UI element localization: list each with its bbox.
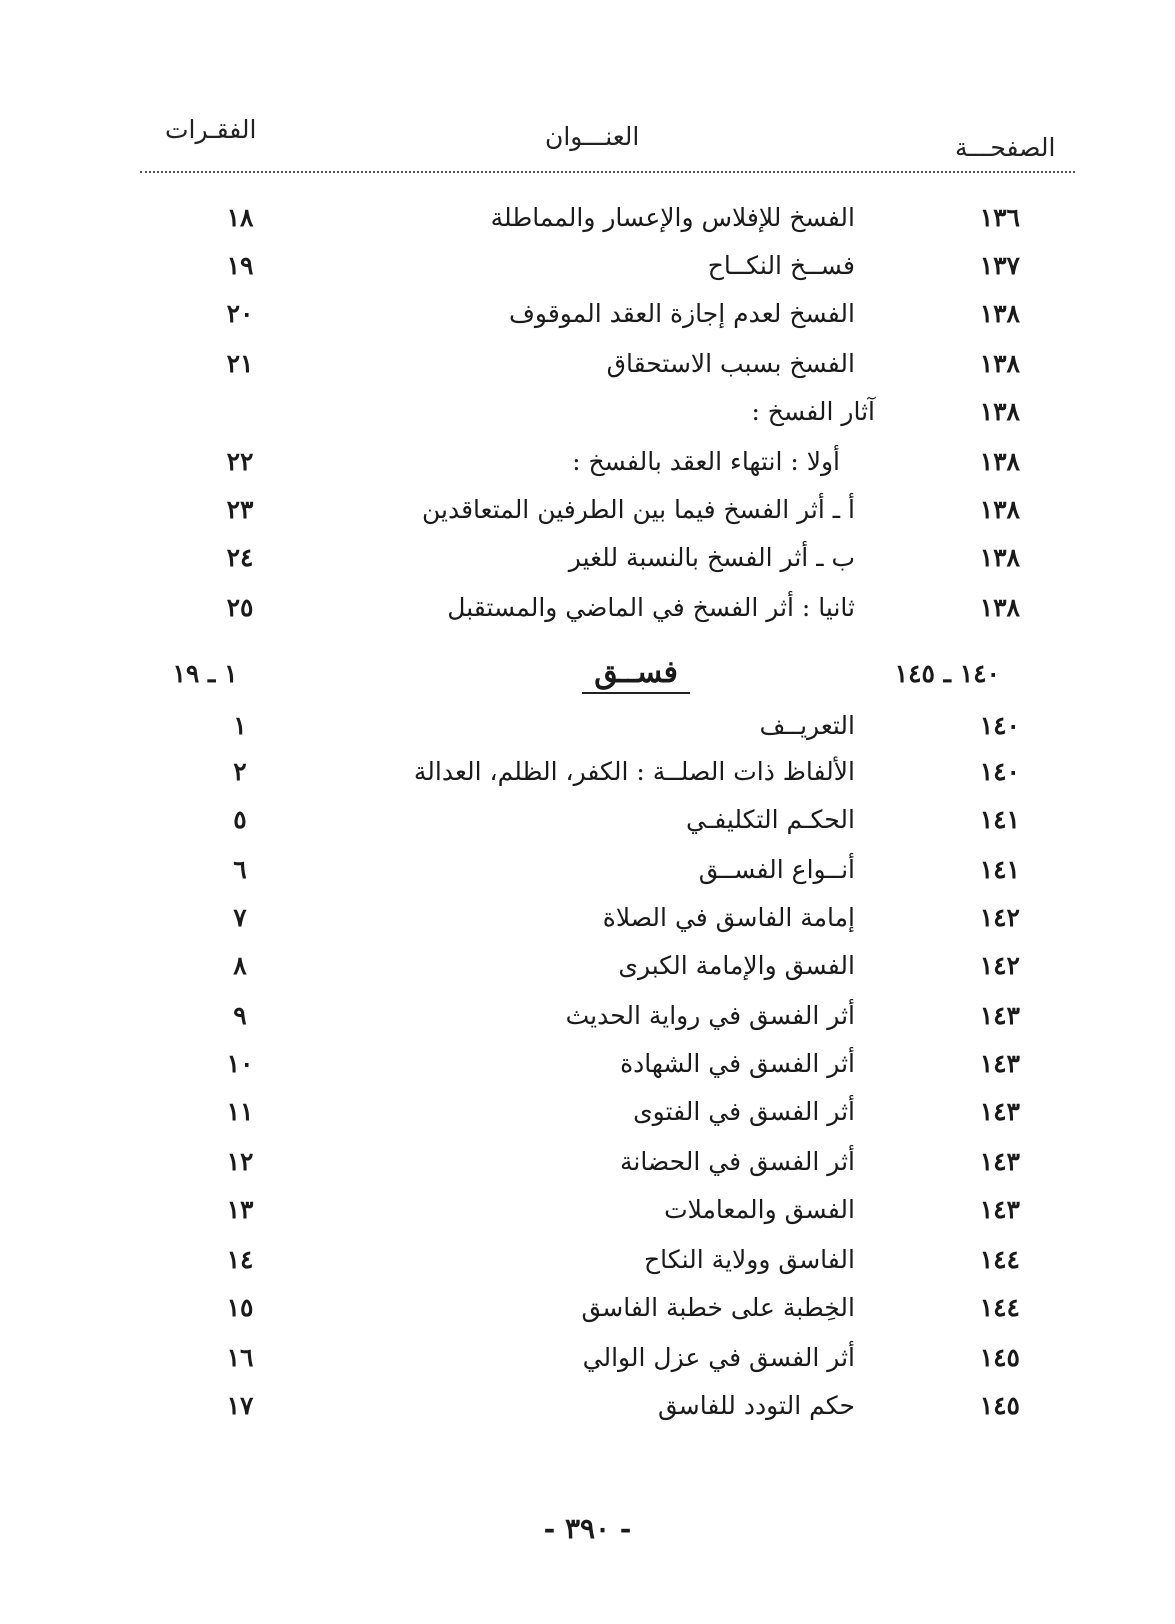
- toc-title: الفسخ للإفلاس والإعسار والمماطلة: [490, 203, 855, 232]
- toc-page-number: ١٤٥: [979, 1343, 1020, 1372]
- toc-row: [0, 299, 1175, 347]
- toc-title: الفاسق وولاية النكاح: [644, 1245, 855, 1274]
- toc-title: أثر الفسق في رواية الحديث: [565, 1001, 855, 1030]
- toc-page-number: ١٤٠: [979, 711, 1020, 740]
- toc-row: [0, 757, 1175, 805]
- toc-row: [0, 1391, 1175, 1439]
- toc-page-number: ١٣٨: [979, 299, 1020, 328]
- toc-row: [0, 1001, 1175, 1049]
- toc-page-number: ١٤٣: [979, 1049, 1020, 1078]
- toc-section-paragraph-range: ١ ـ ١٩: [172, 659, 238, 688]
- toc-row: [0, 397, 1175, 445]
- toc-title: الحكـم التكليفـي: [686, 805, 855, 834]
- toc-page-number: ١٣٦: [979, 203, 1020, 232]
- toc-title: أ ـ أثر الفسخ فيما بين الطرفين المتعاقدين: [421, 495, 855, 524]
- toc-paragraph-number: ٢٢: [226, 447, 254, 476]
- toc-paragraph-number: ٨: [233, 951, 247, 980]
- toc-title: آثار الفسخ :: [751, 397, 875, 426]
- toc-title: أثر الفسق في الشهادة: [620, 1049, 855, 1078]
- toc-paragraph-number: ٢: [233, 757, 247, 786]
- toc-row: [0, 203, 1175, 251]
- toc-paragraph-number: ٩: [233, 1001, 247, 1030]
- toc-row: [0, 1195, 1175, 1243]
- toc-paragraph-number: ١٦: [226, 1343, 254, 1372]
- toc-paragraph-number: ٢٥: [226, 593, 254, 622]
- toc-page-number: ١٤٤: [979, 1245, 1020, 1274]
- toc-paragraph-number: ٢٤: [226, 543, 254, 572]
- header-dotted-rule: [140, 171, 1075, 173]
- toc-title: الفسق والإمامة الكبرى: [618, 951, 855, 980]
- toc-paragraph-number: ١٥: [226, 1293, 254, 1322]
- toc-title: حكم التودد للفاسق: [657, 1391, 855, 1420]
- toc-paragraph-number: ١٠: [226, 1049, 254, 1078]
- toc-paragraph-number: ١٩: [226, 251, 254, 280]
- toc-page-number: ١٤٠: [979, 757, 1020, 786]
- header-paragraphs-label: الفقـرات: [165, 115, 257, 144]
- toc-row: [0, 1245, 1175, 1293]
- toc-row: [0, 1049, 1175, 1097]
- toc-title: أولا : انتهاء العقد بالفسخ :: [572, 447, 840, 476]
- toc-section-row: [0, 655, 1175, 707]
- toc-page-number: ١٤٢: [979, 903, 1020, 932]
- toc-title: فســخ النكــاح: [707, 251, 855, 280]
- toc-row: [0, 1293, 1175, 1341]
- header-title-label: العنـــوان: [545, 122, 640, 151]
- toc-page-number: ١٤١: [979, 805, 1020, 834]
- toc-row: [0, 903, 1175, 951]
- toc-title: أثر الفسق في الحضانة: [619, 1147, 855, 1176]
- toc-page-number: ١٣٨: [979, 349, 1020, 378]
- toc-paragraph-number: ١٧: [226, 1391, 254, 1420]
- toc-page-number: ١٣٨: [979, 447, 1020, 476]
- toc-title: التعريــف: [759, 711, 855, 740]
- toc-page-number: ١٣٧: [979, 251, 1020, 280]
- toc-paragraph-number: ٢٣: [226, 495, 254, 524]
- toc-row: [0, 1147, 1175, 1195]
- toc-row: [0, 805, 1175, 853]
- header-page-label: الصفحـــة: [955, 133, 1056, 162]
- toc-paragraph-number: ٧: [233, 903, 247, 932]
- toc-title: ثانيا : أثر الفسخ في الماضي والمستقبل: [447, 593, 855, 622]
- toc-paragraph-number: ١: [233, 711, 247, 740]
- toc-title: أنــواع الفســق: [698, 855, 855, 884]
- toc-row: [0, 951, 1175, 999]
- toc-row: [0, 447, 1175, 495]
- toc-row: [0, 1097, 1175, 1145]
- toc-row: [0, 349, 1175, 397]
- toc-page-number: ١٤٢: [979, 951, 1020, 980]
- toc-row: [0, 1343, 1175, 1391]
- toc-title: ب ـ أثر الفسخ بالنسبة للغير: [568, 543, 855, 572]
- toc-row: [0, 251, 1175, 299]
- toc-row: [0, 543, 1175, 591]
- toc-paragraph-number: ١٣: [226, 1195, 254, 1224]
- toc-page-number: ١٤٥: [979, 1391, 1020, 1420]
- toc-title: الألفاظ ذات الصلــة : الكفر، الظلم، العدالة: [413, 757, 855, 786]
- toc-row: [0, 855, 1175, 903]
- toc-page-number: ١٤٣: [979, 1195, 1020, 1224]
- toc-title: الخِطبة على خطبة الفاسق: [581, 1293, 855, 1322]
- toc-paragraph-number: ٢١: [226, 349, 254, 378]
- toc-row: [0, 495, 1175, 543]
- toc-section-page-range: ١٤٠ ـ ١٤٥: [894, 659, 1000, 688]
- toc-section-title: فســق: [582, 655, 690, 694]
- toc-page-number: ١٣٨: [979, 543, 1020, 572]
- toc-paragraph-number: ١١: [226, 1097, 254, 1126]
- toc-page-number: ١٤١: [979, 855, 1020, 884]
- toc-page-number: ١٤٤: [979, 1293, 1020, 1322]
- toc-paragraph-number: ١٨: [226, 203, 254, 232]
- toc-page-number: ١٣٨: [979, 593, 1020, 622]
- toc-title: أثر الفسق في الفتوى: [633, 1097, 855, 1126]
- toc-row: [0, 593, 1175, 641]
- toc-title: الفسخ لعدم إجازة العقد الموقوف: [508, 299, 855, 328]
- toc-page-number: ١٤٣: [979, 1147, 1020, 1176]
- footer-page-number: - ٣٩٠ -: [543, 1512, 632, 1545]
- toc-paragraph-number: ٢٠: [226, 299, 254, 328]
- toc-page-number: ١٤٣: [979, 1001, 1020, 1030]
- toc-paragraph-number: ٦: [233, 855, 247, 884]
- toc-title: إمامة الفاسق في الصلاة: [602, 903, 855, 932]
- toc-title: الفسق والمعاملات: [664, 1195, 855, 1224]
- toc-title: أثر الفسق في عزل الوالي: [582, 1343, 855, 1372]
- toc-paragraph-number: ٥: [233, 805, 247, 834]
- toc-page-number: ١٣٨: [979, 397, 1020, 426]
- toc-paragraph-number: ١٤: [226, 1245, 254, 1274]
- toc-page-number: ١٤٣: [979, 1097, 1020, 1126]
- toc-page-number: ١٣٨: [979, 495, 1020, 524]
- toc-title: الفسخ بسبب الاستحقاق: [606, 349, 855, 378]
- toc-paragraph-number: ١٢: [226, 1147, 254, 1176]
- toc-row: [0, 711, 1175, 759]
